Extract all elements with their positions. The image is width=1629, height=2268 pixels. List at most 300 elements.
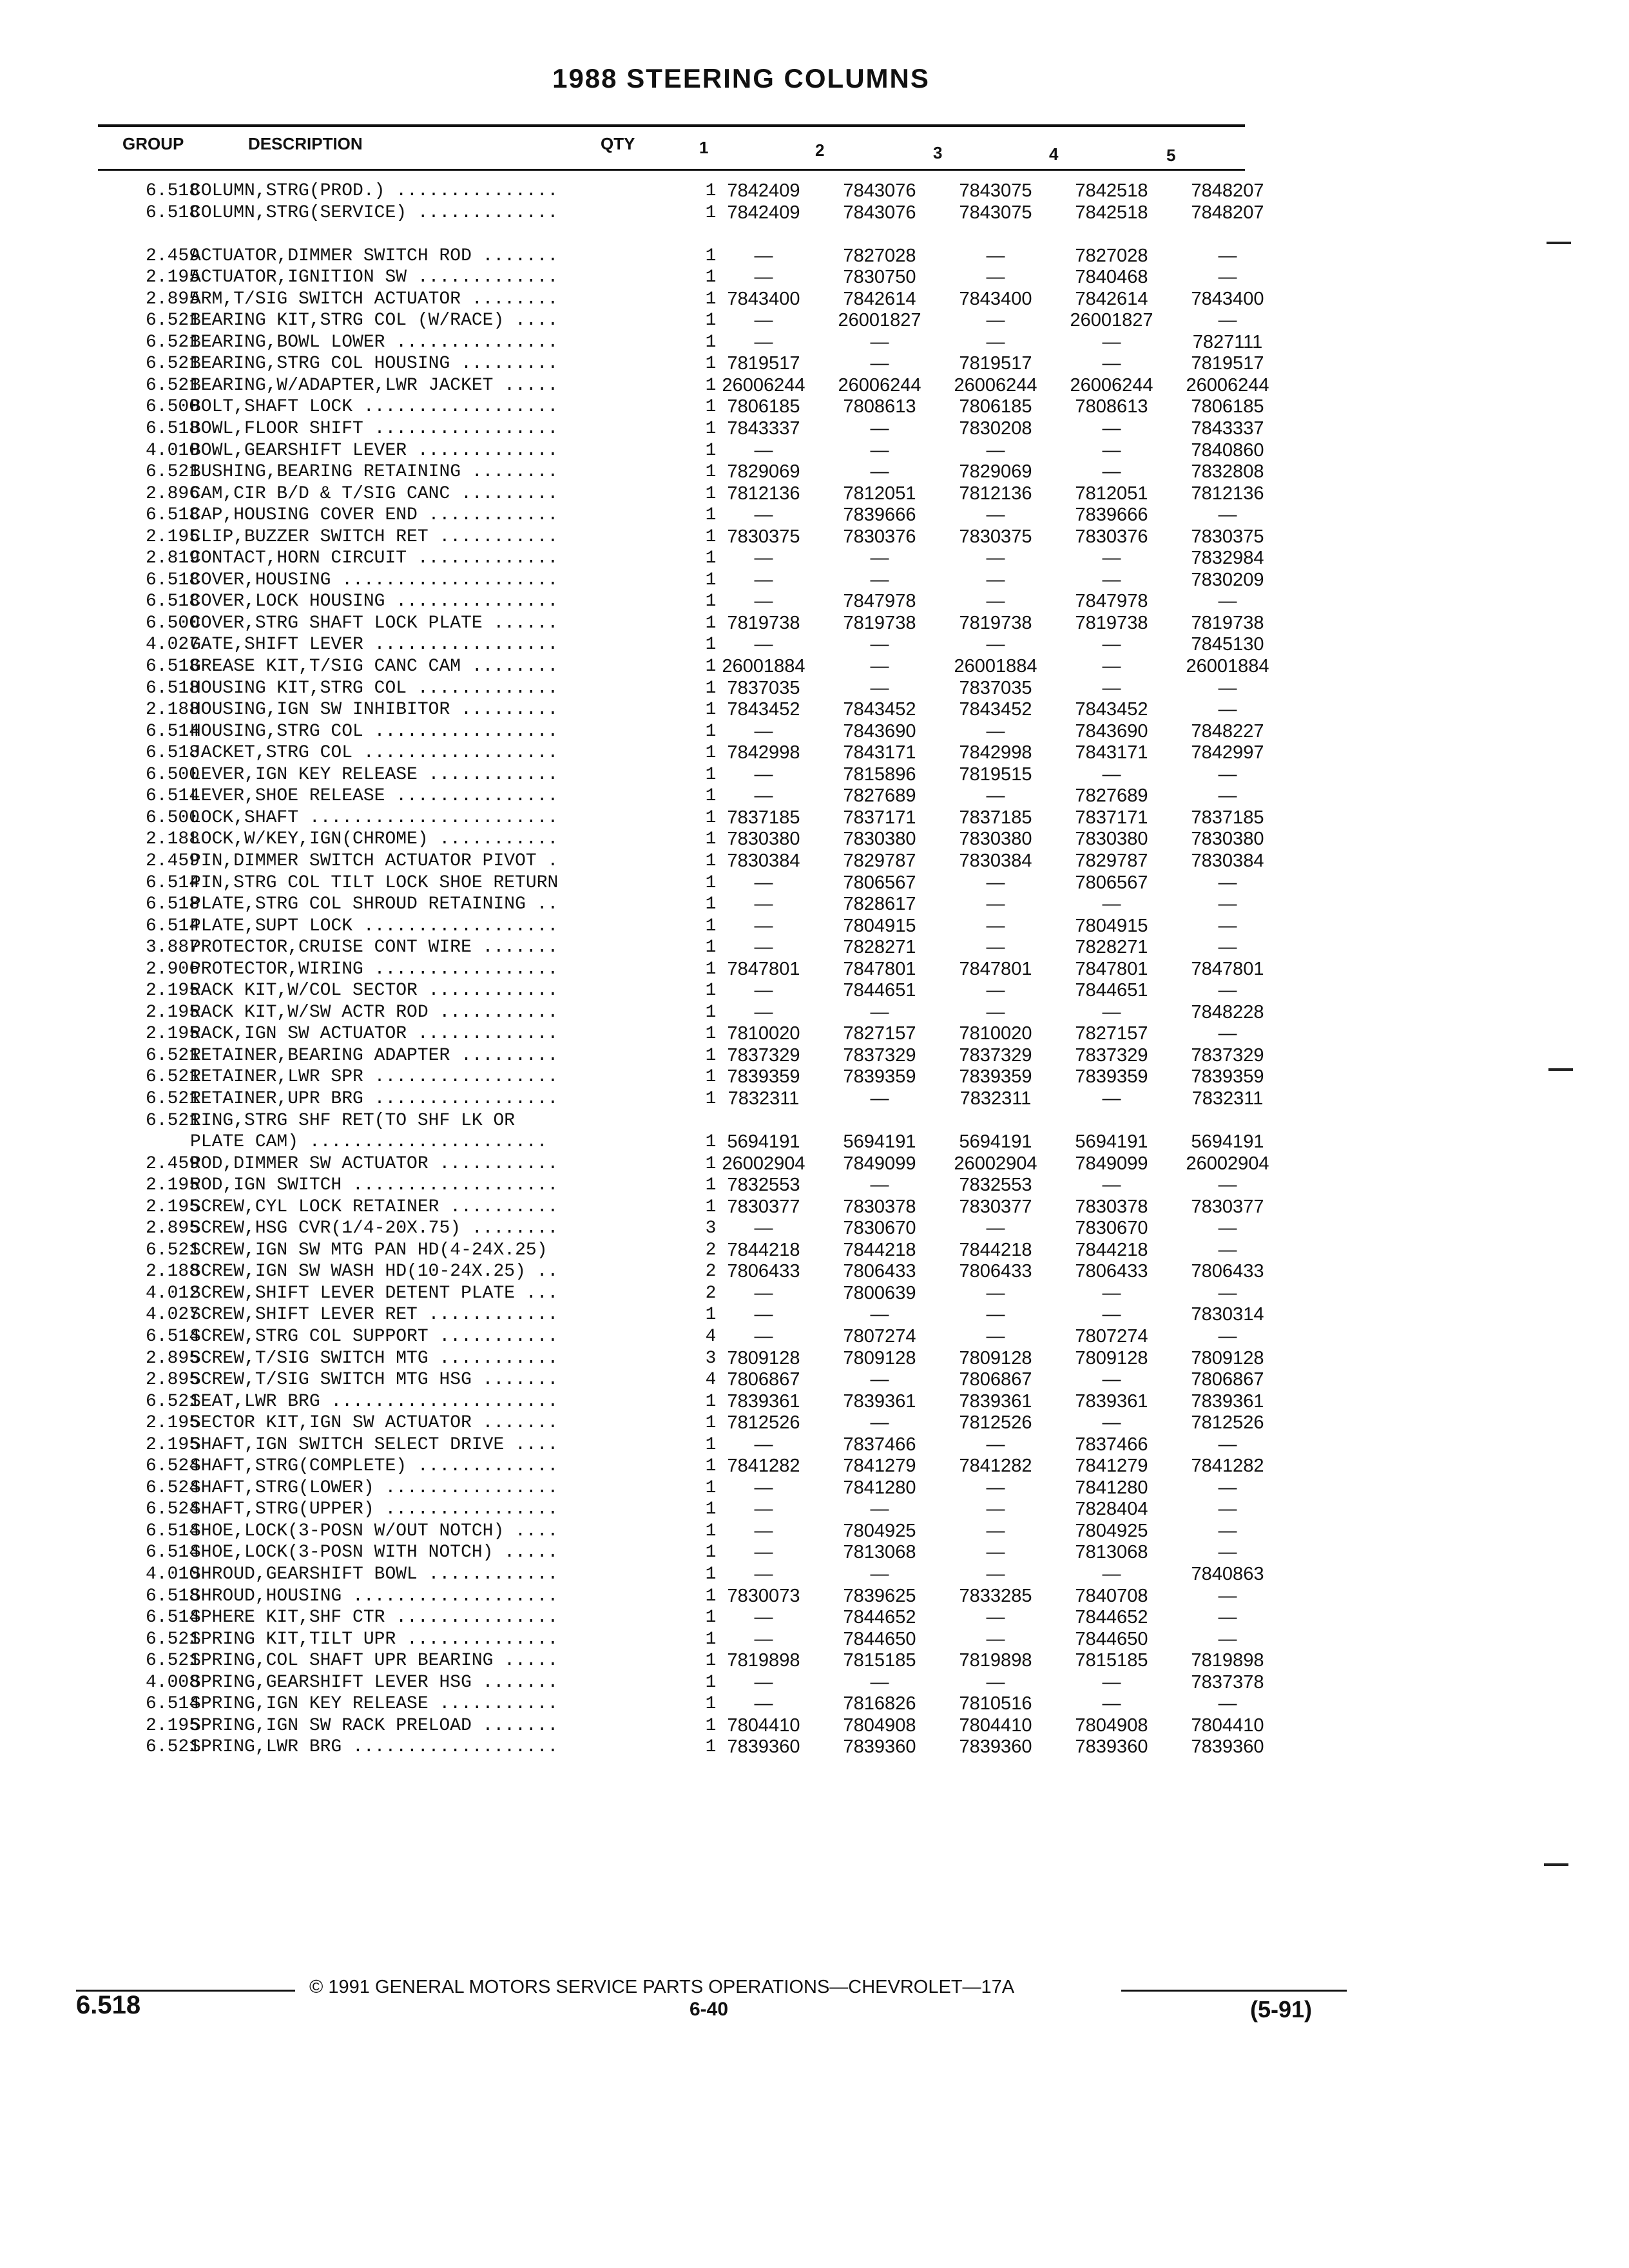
part-number-col-1: — xyxy=(754,1671,773,1693)
part-number-col-1: — xyxy=(754,1218,773,1239)
part-number-col-2: 7804925 xyxy=(843,1520,916,1541)
part-number-col-1: 7830375 xyxy=(727,526,800,547)
group-cell: 2.895 xyxy=(145,1348,200,1369)
part-number-col-3: 7839360 xyxy=(959,1736,1032,1758)
part-number-col-1: — xyxy=(754,1607,773,1628)
table-row xyxy=(97,829,1264,850)
part-number-col-3: — xyxy=(986,720,1005,742)
part-number-col-1: 7839361 xyxy=(727,1390,800,1412)
part-number-col-5: 26002904 xyxy=(1186,1153,1269,1174)
description-cell: COVER,STRG SHAFT LOCK PLATE ...... xyxy=(190,613,559,633)
table-row xyxy=(97,872,1244,894)
qty-cell: 1 xyxy=(705,570,717,590)
group-cell: 6.514 xyxy=(145,1694,200,1715)
table-row xyxy=(97,310,1244,332)
description-cell: PROTECTOR,CRUISE CONT WIRE ....... xyxy=(190,937,559,958)
group-cell: 6.518 xyxy=(145,591,200,612)
part-number-col-3: — xyxy=(986,1434,1005,1455)
table-row xyxy=(97,1240,1244,1262)
part-number-col-2: 7847978 xyxy=(843,591,916,612)
group-cell: 4.008 xyxy=(145,1672,200,1693)
group-cell: 2.896 xyxy=(145,483,200,504)
description-cell: PLATE,SUPT LOCK .................. xyxy=(190,916,559,936)
part-number-col-4: 7841280 xyxy=(1075,1477,1148,1498)
qty-cell: 1 xyxy=(705,1067,717,1088)
description-cell: SCREW,SHIFT LEVER RET ............ xyxy=(190,1305,559,1325)
part-number-col-1: 7847801 xyxy=(727,958,800,979)
part-number-col-4: — xyxy=(1102,1564,1121,1584)
table-row xyxy=(97,1110,1244,1132)
part-number-col-1: — xyxy=(754,569,773,590)
part-number-col-4: 7808613 xyxy=(1075,396,1148,418)
qty-cell: 1 xyxy=(705,721,717,742)
qty-cell: 1 xyxy=(705,1737,717,1758)
part-number-col-5: 26001884 xyxy=(1186,656,1269,677)
qty-cell: 1 xyxy=(705,311,717,331)
part-number-col-4: 7813068 xyxy=(1075,1542,1148,1563)
part-number-col-2: — xyxy=(870,418,889,439)
qty-cell: 1 xyxy=(705,1196,717,1217)
part-number-col-4: — xyxy=(1102,331,1121,352)
part-number-col-5: 7840863 xyxy=(1191,1564,1264,1584)
part-number-col-4: 7804925 xyxy=(1075,1520,1148,1541)
header-description: DESCRIPTION xyxy=(248,134,363,153)
part-number-col-1: — xyxy=(754,980,773,1001)
qty-cell: 1 xyxy=(705,613,717,633)
part-number-col-5: 7830377 xyxy=(1191,1196,1264,1217)
table-row xyxy=(97,1175,1244,1196)
description-cell: ROD,DIMMER SW ACTUATOR ........... xyxy=(190,1153,559,1174)
description-cell: BEARING,BOWL LOWER ............... xyxy=(190,332,559,352)
qty-cell: 2 xyxy=(705,1283,717,1303)
part-number-col-1: 7809128 xyxy=(727,1347,800,1369)
qty-cell: 1 xyxy=(705,1715,717,1736)
description-cell: SHROUD,HOUSING ................... xyxy=(190,1586,559,1606)
description-cell: SHOE,LOCK(3-POSN W/OUT NOTCH) .... xyxy=(190,1521,559,1541)
qty-cell: 1 xyxy=(705,635,717,655)
part-number-col-3: 7804410 xyxy=(959,1715,1032,1736)
description-cell: SCREW,SHIFT LEVER DETENT PLATE ... xyxy=(190,1283,559,1303)
part-number-col-2: 7815896 xyxy=(843,764,916,785)
group-cell: 2.195 xyxy=(145,1002,200,1023)
footer-group-ref: 6.518 xyxy=(76,1991,141,2019)
margin-mark xyxy=(1544,1863,1568,1866)
description-cell: ARM,T/SIG SWITCH ACTUATOR ........ xyxy=(190,289,559,309)
description-cell: SPHERE KIT,SHF CTR ............... xyxy=(190,1608,559,1628)
part-number-col-1: — xyxy=(754,1693,773,1715)
description-cell: RING,STRG SHF RET(TO SHF LK OR xyxy=(190,1110,516,1131)
part-number-col-2: 7812051 xyxy=(843,483,916,504)
part-number-col-4: 7827028 xyxy=(1075,245,1148,266)
table-row xyxy=(97,656,1269,678)
part-number-col-4: 7830376 xyxy=(1075,526,1148,547)
part-number-col-5: 26006244 xyxy=(1186,374,1269,396)
table-row xyxy=(97,1044,1264,1067)
part-number-col-4: 7828271 xyxy=(1075,937,1148,958)
part-number-col-3: 7806867 xyxy=(959,1369,1032,1390)
header-qty: QTY xyxy=(601,134,635,153)
part-number-col-5: 7845130 xyxy=(1191,634,1264,655)
part-number-col-2: 7830380 xyxy=(843,829,916,850)
part-number-col-3: 7843075 xyxy=(959,180,1032,201)
qty-cell: 1 xyxy=(705,181,717,201)
part-number-col-3: 7812526 xyxy=(959,1412,1032,1434)
part-number-col-2: 7816826 xyxy=(843,1693,916,1715)
part-number-col-2: 7827157 xyxy=(843,1023,916,1044)
part-number-col-5: 7819738 xyxy=(1191,612,1264,633)
part-number-col-4: 7839360 xyxy=(1075,1736,1148,1758)
part-number-col-1: — xyxy=(754,1628,773,1649)
part-number-col-3: 7832553 xyxy=(959,1175,1032,1196)
group-cell: 6.518 xyxy=(145,894,200,915)
group-cell: 6.518 xyxy=(145,419,200,439)
table-row xyxy=(97,202,1264,224)
table-row xyxy=(97,612,1264,635)
part-number-col-3: 7847801 xyxy=(959,958,1032,979)
part-number-col-2: 7830670 xyxy=(843,1218,916,1239)
part-number-col-2: 7807274 xyxy=(843,1325,916,1347)
part-number-col-4: 7843452 xyxy=(1075,699,1148,720)
group-cell: 2.459 xyxy=(145,1153,200,1174)
header-bottom-rule xyxy=(98,169,1245,171)
part-number-col-5: 7830314 xyxy=(1191,1304,1264,1325)
qty-cell: 1 xyxy=(705,1586,717,1606)
part-number-col-2: — xyxy=(870,353,889,374)
part-number-col-5: 7806433 xyxy=(1191,1261,1264,1282)
table-row xyxy=(97,1066,1264,1088)
part-number-col-4: 7837466 xyxy=(1075,1434,1148,1455)
part-number-col-2: 5694191 xyxy=(843,1131,916,1153)
group-cell: 2.819 xyxy=(145,548,200,569)
part-number-col-4: 7844651 xyxy=(1075,980,1148,1001)
qty-cell: 1 xyxy=(705,1521,717,1541)
qty-cell: 1 xyxy=(705,916,717,936)
description-cell: LOCK,SHAFT ....................... xyxy=(190,807,559,828)
table-row xyxy=(97,850,1264,872)
part-number-col-4: 7829787 xyxy=(1075,850,1148,871)
part-number-col-3: — xyxy=(986,1542,1005,1563)
part-number-col-2: 7849099 xyxy=(843,1153,916,1174)
part-number-col-1: 7804410 xyxy=(727,1715,800,1736)
part-number-col-4: — xyxy=(1102,569,1121,590)
part-number-col-2: 7839666 xyxy=(843,505,916,526)
part-number-col-5: — xyxy=(1218,1520,1237,1541)
part-number-col-1: 7832553 xyxy=(727,1175,800,1196)
qty-cell: 1 xyxy=(705,332,717,352)
part-number-col-3: — xyxy=(986,310,1005,331)
part-number-col-2: — xyxy=(870,1499,889,1520)
group-cell: 2.188 xyxy=(145,1262,200,1282)
qty-cell: 1 xyxy=(705,872,717,893)
part-number-col-4: 7844650 xyxy=(1075,1628,1148,1649)
description-cell: SCREW,STRG COL SUPPORT ........... xyxy=(190,1326,559,1347)
description-cell: SECTOR KIT,IGN SW ACTUATOR ....... xyxy=(190,1413,559,1434)
qty-cell: 2 xyxy=(705,1262,717,1282)
part-number-col-1: — xyxy=(754,1434,773,1455)
part-number-col-2: 7843076 xyxy=(843,180,916,201)
part-number-col-1: 7841282 xyxy=(727,1456,800,1477)
part-number-col-2: 7808613 xyxy=(843,396,916,418)
description-cell: COLUMN,STRG(PROD.) ............... xyxy=(190,181,559,201)
footer-page-number: 6-40 xyxy=(689,1999,729,2020)
part-number-col-3: — xyxy=(986,569,1005,590)
part-number-col-4: 7847978 xyxy=(1075,591,1148,612)
part-number-col-1: 7837329 xyxy=(727,1044,800,1066)
qty-cell: 1 xyxy=(705,937,717,958)
part-number-col-3: 7837035 xyxy=(959,677,1032,698)
table-row xyxy=(97,1369,1264,1391)
part-number-col-4: 7809128 xyxy=(1075,1347,1148,1369)
part-number-col-1: 7819517 xyxy=(727,353,800,374)
part-number-col-1: 26002904 xyxy=(722,1153,805,1174)
group-cell: 2.895 xyxy=(145,1218,200,1239)
qty-cell: 1 xyxy=(705,505,717,526)
footer-right-rule xyxy=(1121,1990,1347,1992)
part-number-col-1: — xyxy=(754,937,773,958)
part-number-col-3: 7830380 xyxy=(959,829,1032,850)
part-number-col-4: — xyxy=(1102,1693,1121,1715)
part-number-col-1: — xyxy=(754,1542,773,1563)
description-cell: RETAINER,LWR SPR ................. xyxy=(190,1067,559,1088)
group-cell: 4.010 xyxy=(145,1564,200,1584)
part-number-col-5: — xyxy=(1218,1239,1237,1260)
description-cell: GREASE KIT,T/SIG CANC CAM ........ xyxy=(190,657,559,677)
part-number-col-4: 26006244 xyxy=(1070,374,1153,396)
part-number-col-1: 26006244 xyxy=(722,374,805,396)
part-number-col-4: 5694191 xyxy=(1075,1131,1148,1153)
description-cell: SEAT,LWR BRG ..................... xyxy=(190,1391,559,1412)
part-number-col-1: 7843452 xyxy=(727,699,800,720)
description-cell: HOUSING,STRG COL ................. xyxy=(190,721,559,742)
table-row xyxy=(97,180,1264,202)
margin-mark xyxy=(1547,242,1571,244)
qty-cell: 1 xyxy=(705,1132,717,1153)
part-number-col-5: — xyxy=(1218,1325,1237,1347)
part-number-col-3: 7809128 xyxy=(959,1347,1032,1369)
qty-cell: 1 xyxy=(705,354,717,374)
group-cell: 2.195 xyxy=(145,267,200,288)
part-number-col-3: 7806433 xyxy=(959,1261,1032,1282)
table-header xyxy=(97,134,1244,165)
part-number-col-1: 7806185 xyxy=(727,396,800,418)
group-cell: 6.521 xyxy=(145,1240,200,1260)
group-cell: 6.524 xyxy=(145,1456,200,1477)
group-cell: 3.887 xyxy=(145,937,200,958)
part-number-col-2: 7827689 xyxy=(843,785,916,807)
part-number-col-4: 7804915 xyxy=(1075,915,1148,936)
part-number-col-5: 7839360 xyxy=(1191,1736,1264,1758)
part-number-col-4: — xyxy=(1102,1304,1121,1325)
part-number-col-4: — xyxy=(1102,1001,1121,1023)
part-number-col-1: — xyxy=(754,1282,773,1303)
description-cell: SCREW,IGN SW WASH HD(10-24X.25) .. xyxy=(190,1262,559,1282)
table-row xyxy=(97,634,1264,656)
part-number-col-5: — xyxy=(1218,764,1237,785)
part-number-col-1: — xyxy=(754,245,773,266)
group-cell: 6.524 xyxy=(145,1477,200,1498)
description-cell: CLIP,BUZZER SWITCH RET ........... xyxy=(190,526,559,547)
table-row xyxy=(97,288,1264,311)
qty-cell: 1 xyxy=(705,1564,717,1584)
group-cell: 2.195 xyxy=(145,1024,200,1044)
part-number-col-5: — xyxy=(1218,915,1237,936)
description-cell: BUSHING,BEARING RETAINING ........ xyxy=(190,462,559,483)
part-number-col-5: 7819517 xyxy=(1191,353,1264,374)
part-number-col-2: 7830750 xyxy=(843,267,916,288)
footer-date-code: (5-91) xyxy=(1250,1996,1313,2023)
part-number-col-5: 7812136 xyxy=(1191,483,1264,504)
qty-cell: 1 xyxy=(705,807,717,828)
table-row xyxy=(97,1023,1244,1045)
group-cell: 2.195 xyxy=(145,1434,200,1455)
part-number-col-2: 7806567 xyxy=(843,872,916,893)
table-row xyxy=(97,569,1264,591)
part-number-col-3: — xyxy=(986,505,1005,526)
description-cell: RETAINER,UPR BRG ................. xyxy=(190,1088,559,1109)
table-row xyxy=(97,742,1264,764)
table-row xyxy=(97,1347,1264,1370)
part-number-col-1: — xyxy=(754,331,773,352)
group-cell: 2.195 xyxy=(145,1175,200,1196)
part-number-col-1: — xyxy=(754,1499,773,1520)
qty-cell: 1 xyxy=(705,959,717,979)
part-number-col-5: — xyxy=(1218,872,1237,893)
part-number-col-1: 7844218 xyxy=(727,1239,800,1260)
part-number-col-4: 7844218 xyxy=(1075,1239,1148,1260)
table-row xyxy=(97,1131,1264,1153)
part-number-col-2: — xyxy=(870,1369,889,1390)
group-cell: 6.518 xyxy=(145,678,200,698)
group-cell: 6.521 xyxy=(145,311,200,331)
group-cell: 2.459 xyxy=(145,850,200,871)
description-cell: SHAFT,STRG(UPPER) ................ xyxy=(190,1499,559,1520)
table-row xyxy=(97,807,1264,829)
table-row xyxy=(97,526,1264,548)
part-number-col-3: — xyxy=(986,1628,1005,1649)
description-cell: COVER,HOUSING .................... xyxy=(190,570,559,590)
qty-cell: 1 xyxy=(705,700,717,720)
description-cell: GATE,SHIFT LEVER ................. xyxy=(190,635,559,655)
part-number-col-1: — xyxy=(754,720,773,742)
group-cell: 6.518 xyxy=(145,657,200,677)
part-number-col-2: 7844652 xyxy=(843,1607,916,1628)
part-number-col-2: 7837329 xyxy=(843,1044,916,1066)
part-number-col-5: 7847801 xyxy=(1191,958,1264,979)
part-number-col-5: 5694191 xyxy=(1191,1131,1264,1153)
qty-cell: 1 xyxy=(705,1694,717,1715)
part-number-col-2: — xyxy=(870,656,889,677)
part-number-col-5: — xyxy=(1218,677,1237,698)
table-row xyxy=(97,1715,1264,1737)
table-row xyxy=(97,1261,1264,1283)
qty-cell: 1 xyxy=(705,267,717,288)
group-cell: 2.195 xyxy=(145,1196,200,1217)
part-number-col-3: — xyxy=(986,1607,1005,1628)
margin-mark xyxy=(1548,1068,1573,1071)
part-number-col-3: — xyxy=(986,591,1005,612)
part-number-col-4: 7842518 xyxy=(1075,180,1148,201)
qty-cell: 1 xyxy=(705,850,717,871)
description-cell: PIN,DIMMER SWITCH ACTUATOR PIVOT . xyxy=(190,850,559,871)
part-number-col-4: — xyxy=(1102,1088,1121,1109)
qty-cell: 1 xyxy=(705,1413,717,1434)
description-cell: ROD,IGN SWITCH ................... xyxy=(190,1175,559,1196)
part-number-col-4: 7849099 xyxy=(1075,1153,1148,1174)
header-top-rule xyxy=(98,124,1245,127)
qty-cell: 1 xyxy=(705,1045,717,1066)
description-cell: SHAFT,STRG(COMPLETE) ............. xyxy=(190,1456,559,1477)
header-col-2: 2 xyxy=(815,140,825,160)
part-number-col-2: — xyxy=(870,1564,889,1584)
part-number-col-2: — xyxy=(870,1088,889,1109)
group-cell: 2.459 xyxy=(145,245,200,266)
part-number-col-5: 7832808 xyxy=(1191,461,1264,483)
table-row xyxy=(97,1304,1264,1326)
part-number-col-3: 7843400 xyxy=(959,288,1032,309)
part-number-col-1: — xyxy=(754,1001,773,1023)
table-row xyxy=(97,483,1264,505)
qty-cell: 1 xyxy=(705,419,717,439)
part-number-col-3: 7819517 xyxy=(959,353,1032,374)
part-number-col-4: 7819738 xyxy=(1075,612,1148,633)
part-number-col-5: 7848227 xyxy=(1191,720,1264,742)
part-number-col-3: — xyxy=(986,1477,1005,1498)
part-number-col-4: 7837329 xyxy=(1075,1044,1148,1066)
table-row xyxy=(97,548,1264,570)
description-cell: SPRING,IGN KEY RELEASE ........... xyxy=(190,1694,559,1715)
group-cell: 6.514 xyxy=(145,1542,200,1563)
group-cell: 6.518 xyxy=(145,181,200,201)
part-number-col-3: 7819898 xyxy=(959,1650,1032,1671)
part-number-col-3: 26001884 xyxy=(954,656,1037,677)
part-number-col-2: 26006244 xyxy=(838,374,921,396)
part-number-col-5: — xyxy=(1218,505,1237,526)
part-number-col-2: 7813068 xyxy=(843,1542,916,1563)
qty-cell: 3 xyxy=(705,1218,717,1239)
parts-table xyxy=(97,180,1269,1758)
description-cell: BEARING,W/ADAPTER,LWR JACKET ..... xyxy=(190,375,559,396)
group-cell: 6.500 xyxy=(145,764,200,785)
part-number-col-1: 7830380 xyxy=(727,829,800,850)
description-cell: HOUSING,IGN SW INHIBITOR ......... xyxy=(190,700,559,720)
part-number-col-5: 7830384 xyxy=(1191,850,1264,871)
part-number-col-4: — xyxy=(1102,418,1121,439)
part-number-col-4: 7827689 xyxy=(1075,785,1148,807)
qty-cell: 1 xyxy=(705,1305,717,1325)
table-row xyxy=(97,591,1244,613)
part-number-col-2: 7844651 xyxy=(843,980,916,1001)
group-cell: 6.500 xyxy=(145,613,200,633)
part-number-col-5: 7812526 xyxy=(1191,1412,1264,1434)
group-cell: 4.027 xyxy=(145,635,200,655)
description-cell: LEVER,SHOE RELEASE ............... xyxy=(190,786,559,807)
part-number-col-5: 7841282 xyxy=(1191,1456,1264,1477)
group-cell: 6.500 xyxy=(145,397,200,418)
table-row xyxy=(97,1542,1244,1564)
part-number-col-5: — xyxy=(1218,1693,1237,1715)
qty-cell: 1 xyxy=(705,981,717,1001)
part-number-col-3: 7843452 xyxy=(959,699,1032,720)
qty-cell: 1 xyxy=(705,1608,717,1628)
part-number-col-1: — xyxy=(754,634,773,655)
group-cell: 6.521 xyxy=(145,1629,200,1649)
group-cell: 4.012 xyxy=(145,1283,200,1303)
part-number-col-1: 7819898 xyxy=(727,1650,800,1671)
part-number-col-2: 7804908 xyxy=(843,1715,916,1736)
part-number-col-2: 7828271 xyxy=(843,937,916,958)
part-number-col-3: 7841282 xyxy=(959,1456,1032,1477)
part-number-col-1: 7842409 xyxy=(727,180,800,201)
